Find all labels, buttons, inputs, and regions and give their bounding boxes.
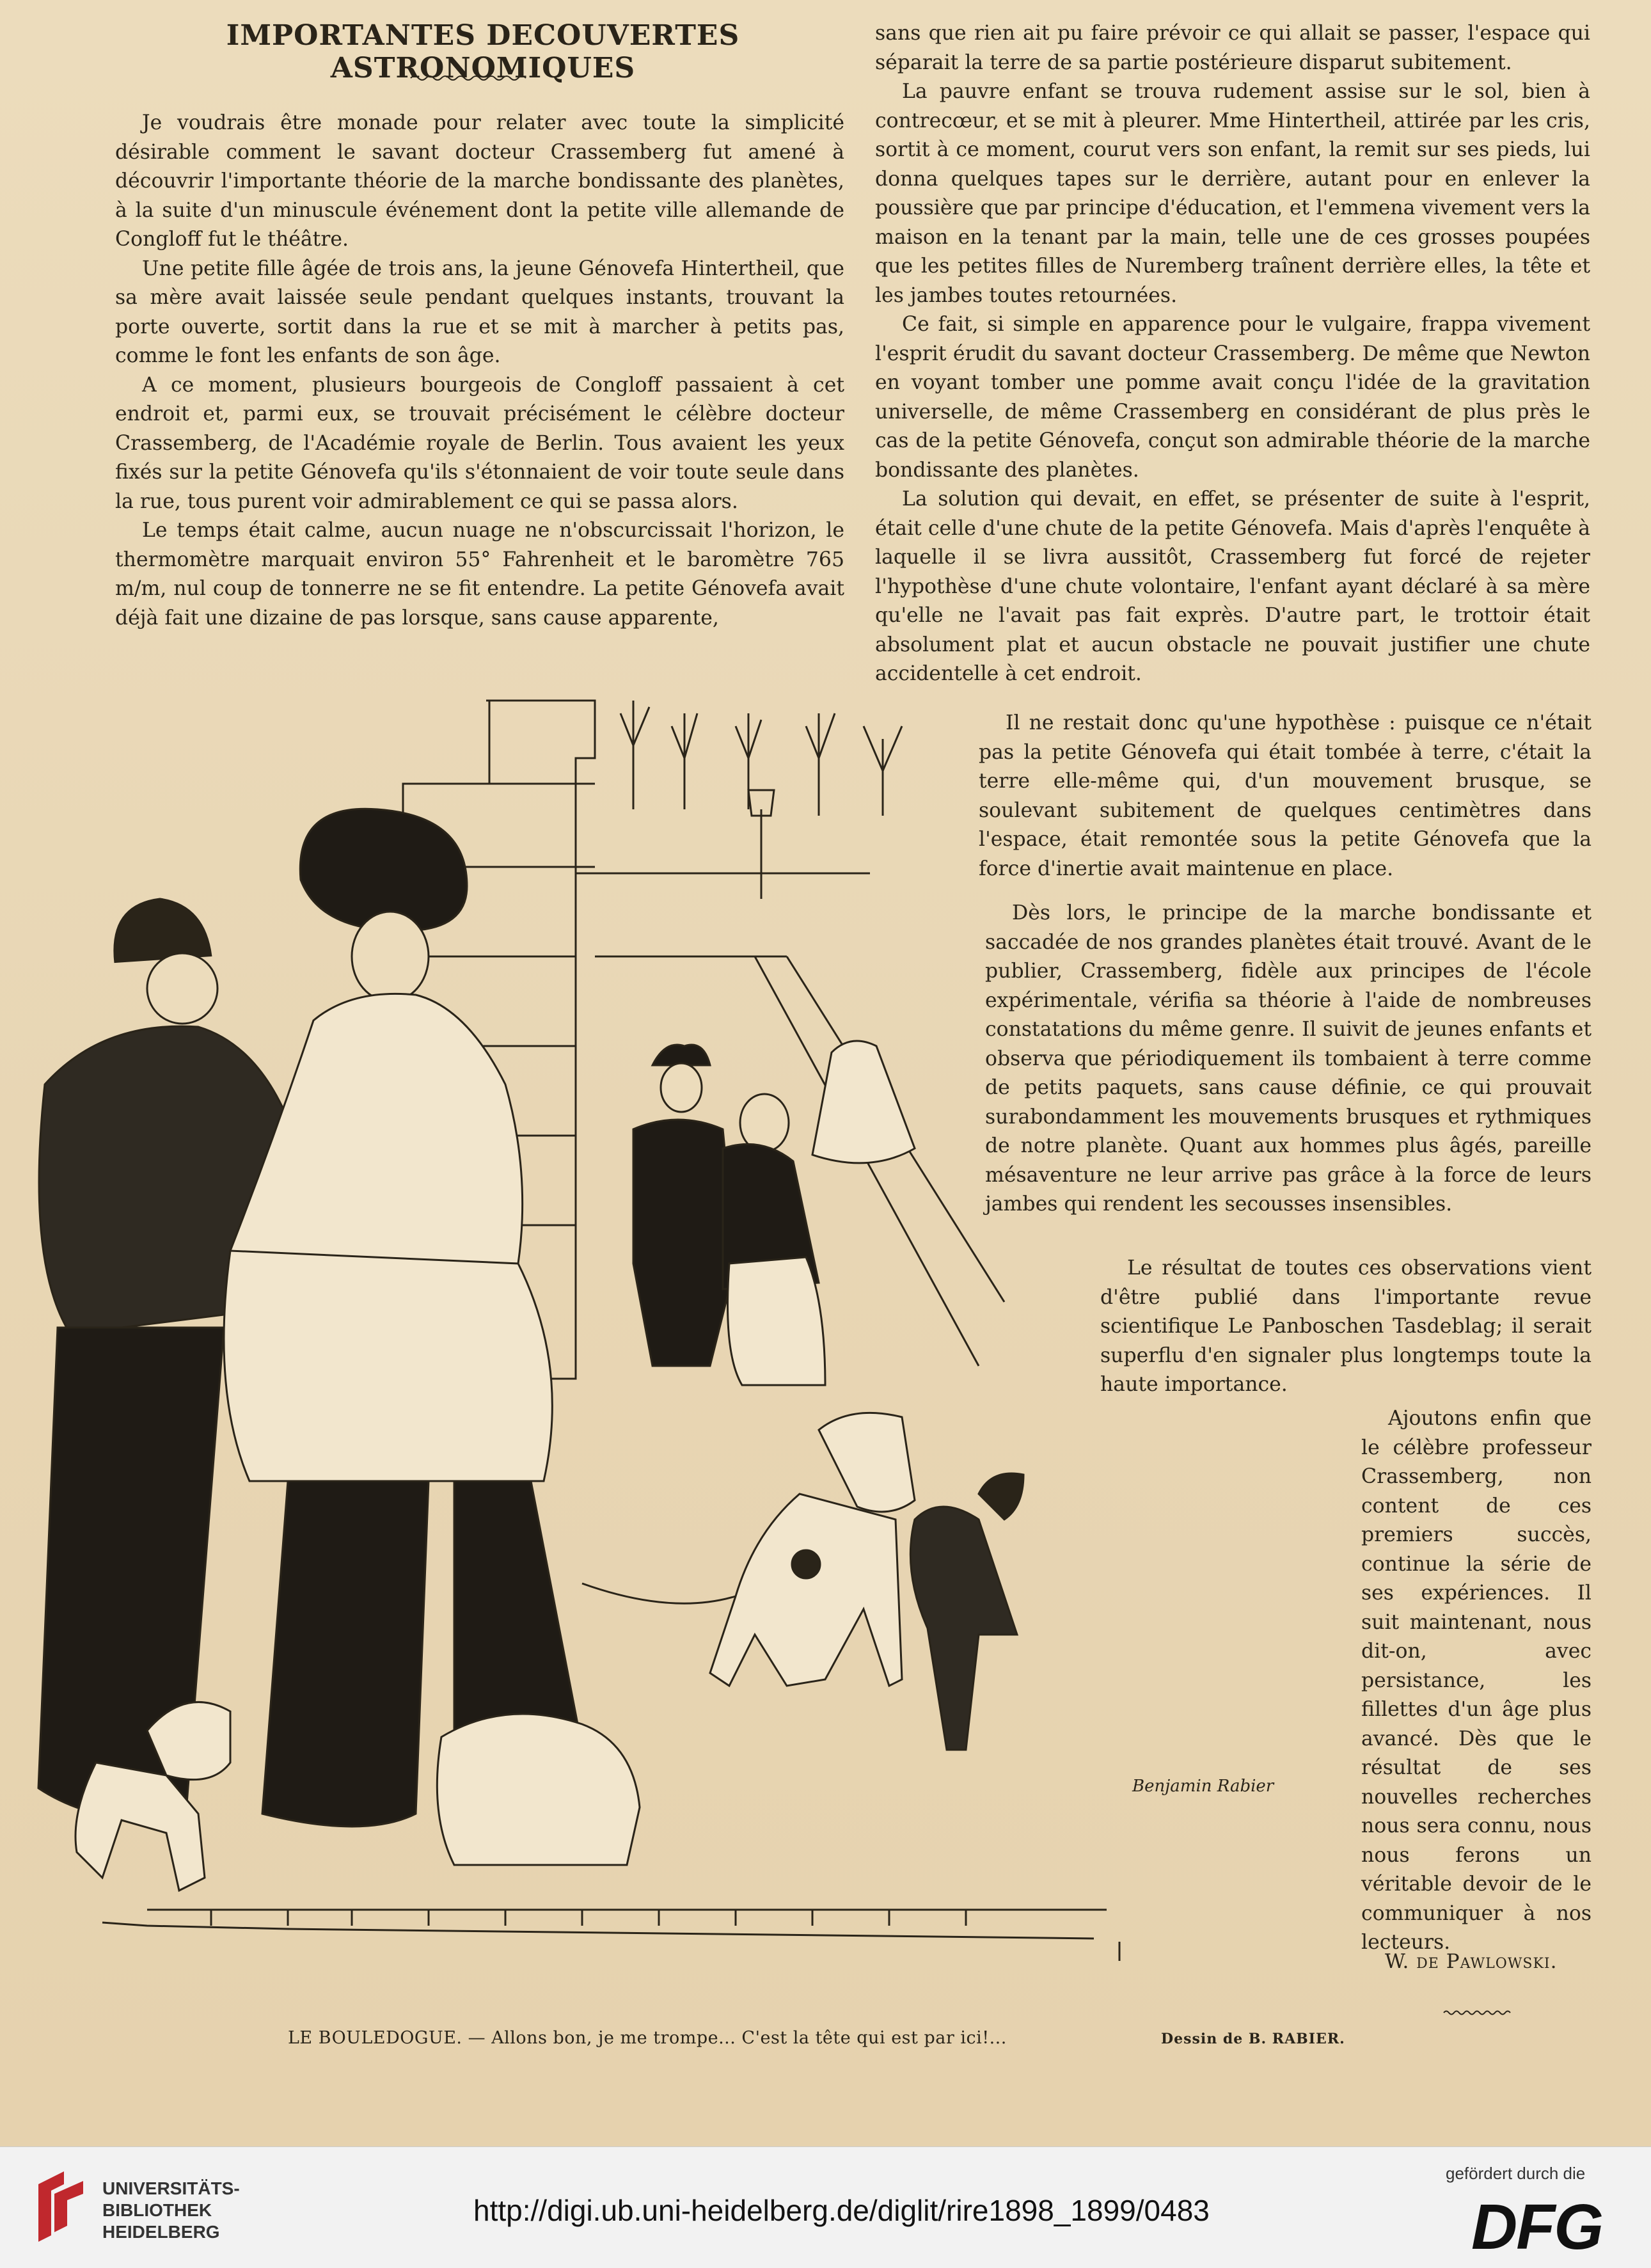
dog-spotted <box>582 1413 915 1686</box>
paragraph: Le résultat de toutes ces observations vient d'être publié dans l'importante revue scientifique Le Panboschen Tasdeblag; il serait superflu d'en signaler plus longtemps toute la haute importance. <box>1100 1257 1592 1396</box>
dfg-logo[interactable]: DFG <box>1471 2191 1603 2263</box>
woman-far <box>812 1041 915 1163</box>
street-lamp <box>748 790 774 899</box>
left-column <box>115 109 844 633</box>
wrap-block-3 <box>1100 1254 1592 1400</box>
library-line: UNIVERSITÄTS- <box>102 2178 240 2198</box>
paragraph: Dès lors, le principe de la marche bondissante et saccadée de nos grandes planètes était trouvé. Avant de le publier, Crassemberg, fidèle aux principes de l'école expérimentale, vérifia sa théorie à l'aide de nombreuses constatations du même genre. Il suivit de jeunes enfants et observa que périodiquement ils tombaient à terre comme de petits paquets, sans cause définie, ce qui prouvait surabondamment les mouvements brusques et rythmiques de notre planète. Quant aux hommes plus âgés, pareille mésaventure ne leur arrive pas grâce à la force de leurs jambes qui rendent les secousses insensibles. <box>985 901 1592 1216</box>
trees <box>620 701 902 816</box>
paragraph: La pauvre enfant se trouva rudement assise sur le sol, bien à contrecœur, et se mit à pleurer. Mme Hintertheil, attirée par les cris, sortit à ce moment, courut vers son enfant, la remit sur ses pieds, lui donna quelques tapes sur le derrière, autant pour en enlever la poussière que par principe d'éducation, et l'emmena vivement vers la maison en la tenant par la main, telle une de ces grosses poupées que les petites filles de Nuremberg traînent derrière elles, la tête et les jambes toutes retournées. <box>875 80 1590 307</box>
page-url-link[interactable]: http://digi.ub.uni-heidelberg.de/diglit/rire1898_1899/0483 <box>473 2194 1210 2227</box>
woman-polka-dot <box>723 1094 825 1385</box>
library-line: BIBLIOTHEK <box>102 2200 212 2220</box>
artist-signature: Benjamin Rabier <box>1132 1777 1274 1796</box>
paragraph: Une petite fille âgée de trois ans, la jeune Génovefa Hintertheil, que sa mère avait laissée seule pendant quelques instants, trouvant la porte ouverte, sortit dans la rue et se mit à marcher à petits pas, comme le font les enfants de son âge. <box>115 257 844 367</box>
paragraph: sans que rien ait pu faire prévoir ce qui allait se passer, l'espace qui séparait la terre de sa partie postérieure disparut subitement. <box>875 22 1590 74</box>
woman-center <box>224 809 595 1827</box>
paragraph: Le temps était calme, aucun nuage ne n'obscurcissait l'horizon, le thermomètre marquait environ 55° Fahrenheit et le baromètre 765 m/m, nul coup de tonnerre ne se fit entendre. La petite Génovefa avait déjà fait une dizaine de pas lorsque, sans cause apparente, <box>115 519 844 630</box>
man-background <box>633 1045 736 1366</box>
article-title: IMPORTANTES DECOUVERTES ASTRONOMIQUES <box>226 19 740 84</box>
illustration-caption: LE BOULEDOGUE. — Allons bon, je me trompe... C'est la tête qui est par ici!... <box>288 2028 1007 2048</box>
paragraph: Il ne restait donc qu'une hypothèse : puisque ce n'était pas la petite Génovefa qui était tombée à terre, c'était la terre elle-même qui, d'un mouvement brusque, se soulevant subitement de quelques centimètres dans l'espace, était remontée sous la petite Génovefa que la force d'inertie avait maintenue en place. <box>979 711 1592 880</box>
author-signature: W. de Pawlowski. <box>1385 1950 1558 1973</box>
wrap-block-4 <box>1361 1404 1592 1958</box>
wrap-block-1 <box>979 709 1592 884</box>
title-ornament <box>409 74 531 83</box>
bottom-frieze <box>102 1910 1119 1961</box>
paragraph: A ce moment, plusieurs bourgeois de Congloff passaient à cet endroit et, parmi eux, se trouvait précisément le célèbre docteur Crassemberg, de l'Académie royale de Berlin. Tous avaient les yeux fixés sur la petite Génovefa qu'ils s'étonnaient de voir toute seule dans la rue, tous purent voir admirablement ce qui se passa alors. <box>115 373 844 513</box>
paragraph: Ajoutons enfin que le célèbre professeur Crassemberg, non content de ces premiers succès, continue la série de ses expériences. Il suit maintenant, nous dit-on, avec persistance, les fillettes d'un âge plus avancé. Dès que le résultat de ses nouvelles recherches nous sera connu, nous nous ferons un véritable devoir de le communiquer à nos lecteurs. <box>1361 1407 1592 1954</box>
paragraph: Je voudrais être monade pour relater avec toute la simplicité désirable comment le savant docteur Crassemberg fut amené à découvrir l'importante théorie de la marche bondissante des planètes, à la suite d'un minuscule événement dont la petite ville allemande de Congloff fut le théâtre. <box>115 111 844 251</box>
illustration <box>19 688 1274 1961</box>
right-column <box>875 19 1590 689</box>
library-line: HEIDELBERG <box>102 2222 220 2242</box>
dog-dark <box>910 1473 1023 1750</box>
university-library-logo-icon[interactable] <box>26 2165 96 2255</box>
drawing-credit: Dessin de B. RABIER. <box>1161 2031 1345 2047</box>
library-name[interactable] <box>102 2178 240 2243</box>
end-ornament <box>1442 2009 1513 2017</box>
paragraph: La solution qui devait, en effet, se présenter de suite à l'esprit, était celle d'une chute de la petite Génovefa. Mais d'après l'enquête à laquelle il se livra aussitôt, Crassemberg fut forcé de rejeter l'hypothèse d'une chute volontaire, l'enfant ayant déclaré à sa mère qu'elle ne l'avait pas fait exprès. D'autre part, le trottoir était absolument plat et aucun obstacle ne pouvait justifier une chute accidentelle à cet endroit. <box>875 488 1590 685</box>
paragraph: Ce fait, si simple en apparence pour le vulgaire, frappa vivement l'esprit érudit du savant docteur Crassemberg. De même que Newton en voyant tomber une pomme avait conçu l'idée de la gravitation universelle, de même Crassemberg en considérant de plus près le cas de la petite Génovefa, conçut son admirable théorie de la marche bondissante des planètes. <box>875 313 1590 482</box>
viewer-footer <box>0 2146 1651 2268</box>
dog-shaggy <box>437 1714 640 1865</box>
wrap-block-2 <box>985 899 1592 1219</box>
funded-by-label: gefördert durch die <box>1446 2164 1586 2183</box>
